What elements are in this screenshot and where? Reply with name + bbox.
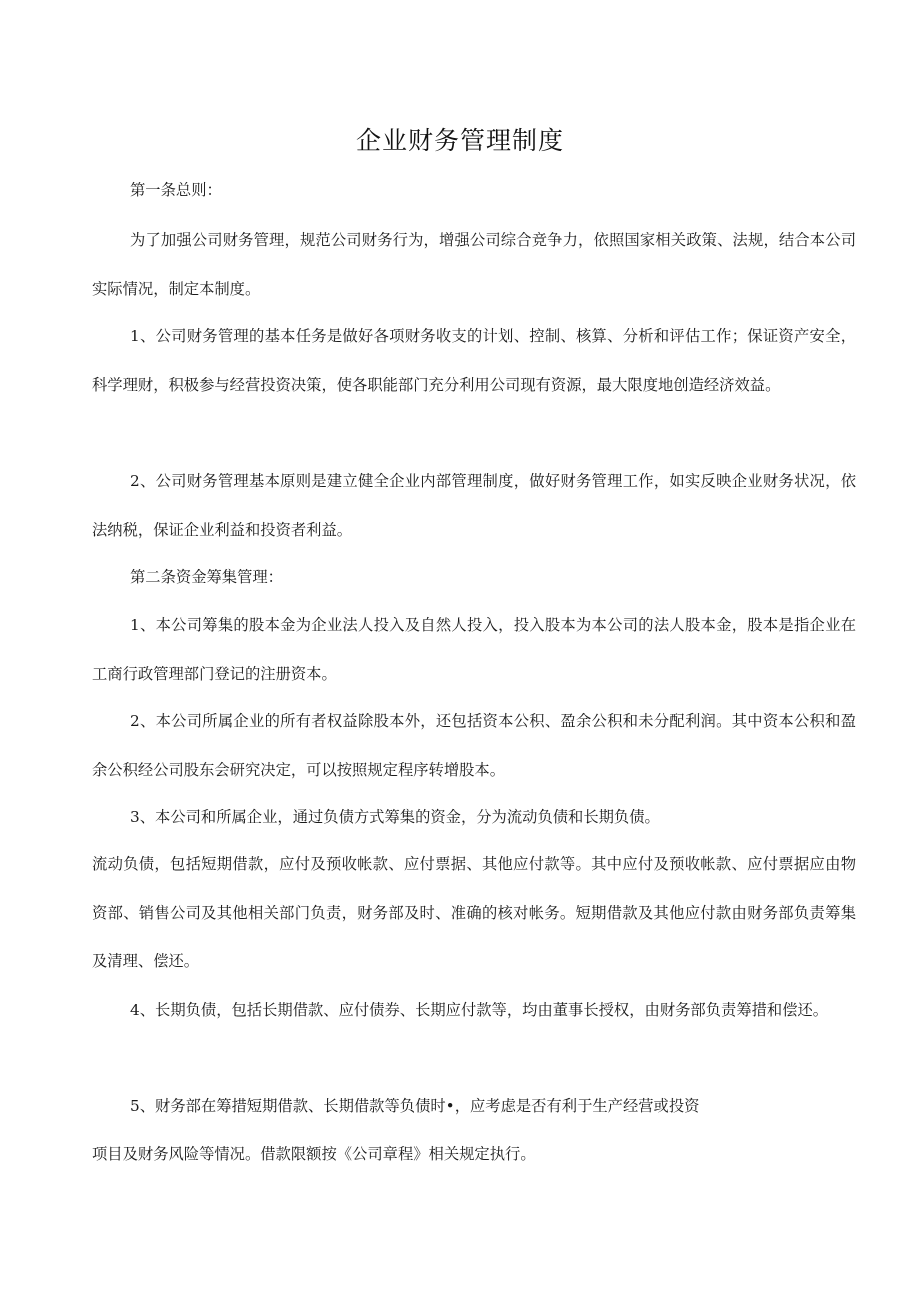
- document-title: 企业财务管理制度: [355, 126, 564, 155]
- paragraph-intro: 为了加强公司财务管理，规范公司财务行为，增强公司综合竞争力，依照国家相关政策、法规，结合本公司实际情况，制定本制度。: [92, 231, 856, 298]
- paragraph-item-7-continued: 项目及财务风险等情况。借款限额按《公司章程》相关规定执行。: [92, 1145, 536, 1163]
- paragraph-item-1: 1、公司财务管理的基本任务是做好各项财务收支的计划、控制、核算、分析和评估工作；保证资产安全，科学理财，积极参与经营投资决策，使各职能部门充分利用公司现有资源，最大限度地创造经济效益。: [92, 327, 856, 394]
- paragraph-item-2: 2、公司财务管理基本原则是建立健全企业内部管理制度，做好财务管理工作，如实反映企业财务状况，依法纳税，保证企业利益和投资者利益。: [92, 472, 856, 539]
- section-heading-fundraising: 第二条资金筹集管理：: [130, 568, 283, 586]
- paragraph-current-liabilities: 流动负债，包括短期借款，应付及预收帐款、应付票据、其他应付款等。其中应付及预收帐款、应付票据应由物资部、销售公司及其他相关部门负责，财务部及时、准确的核对帐务。短期借款及其他应付款由财务部负责筹集及清理、偿还。: [92, 855, 856, 970]
- paragraph-item-3: 1、本公司筹集的股本金为企业法人投入及自然人投入，投入股本为本公司的法人股本金，股本是指企业在工商行政管理部门登记的注册资本。: [92, 616, 856, 683]
- paragraph-item-7: 5、财务部在筹措短期借款、长期借款等负债时•，应考虑是否有利于生产经营或投资: [130, 1097, 700, 1115]
- paragraph-item-6: 4、长期负债，包括长期借款、应付债券、长期应付款等，均由董事长授权，由财务部负责筹措和偿还。: [130, 1001, 829, 1019]
- paragraph-item-5: 3、本公司和所属企业，通过负债方式筹集的资金，分为流动负债和长期负债。: [130, 808, 660, 826]
- section-heading-general: 第一条总则：: [130, 181, 222, 199]
- paragraph-item-4: 2、本公司所属企业的所有者权益除股本外，还包括资本公积、盈余公积和未分配利润。其中资本公积和盈余公积经公司股东会研究决定，可以按照规定程序转增股本。: [92, 712, 856, 779]
